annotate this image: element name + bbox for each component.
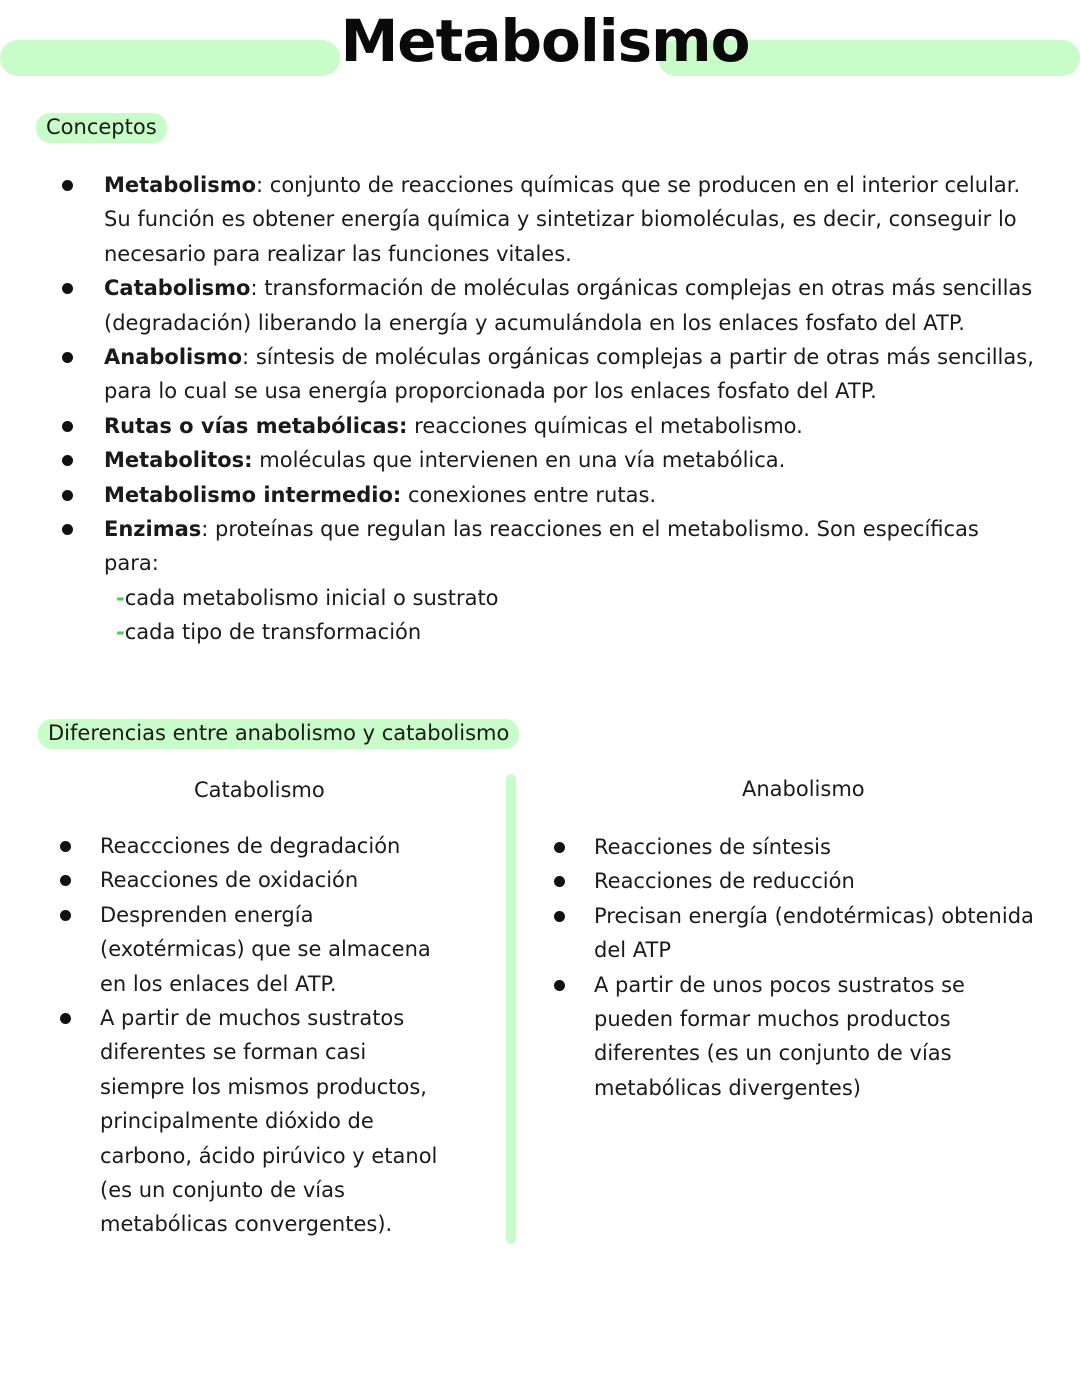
sublist-item xyxy=(116,615,1036,649)
dash-marker: - xyxy=(116,585,125,610)
concepts-heading: Conceptos xyxy=(36,113,167,143)
list-item xyxy=(56,443,1036,477)
concept-definition: conexiones entre rutas. xyxy=(407,482,657,507)
list-item xyxy=(56,409,1036,443)
concept-term: Metabolismo intermedio: xyxy=(104,482,402,507)
page-title-wrapper xyxy=(0,7,1080,75)
sublist-item-text: cada metabolismo inicial o sustrato xyxy=(124,585,499,610)
list-item xyxy=(56,271,1036,340)
dash-marker: - xyxy=(116,620,125,645)
list-item xyxy=(56,168,1036,271)
anabolism-list xyxy=(550,830,1050,1105)
page-title: Metabolismo xyxy=(340,7,750,75)
enzyme-sublist xyxy=(104,581,1036,650)
concept-definition: conjunto de reacciones químicas que se producen en el interior celular. Su función es obtener energía química y sintetizar biomoléculas, es decir, conseguir lo necesario para realizar las funciones vitales. xyxy=(104,173,1021,266)
list-item: Reaccciones de degradación xyxy=(56,829,456,863)
concept-separator: : xyxy=(201,517,216,542)
concept-separator xyxy=(401,483,408,507)
concept-definition: reacciones químicas el metabolismo. xyxy=(414,413,803,438)
concept-term: Rutas o vías metabólicas: xyxy=(104,413,408,438)
list-item xyxy=(56,340,1036,409)
concept-definition: moléculas que intervienen en una vía metabólica. xyxy=(259,448,786,473)
list-item: Reacciones de síntesis xyxy=(550,830,1050,864)
list-item: Desprenden energía (exotérmicas) que se almacena en los enlaces del ATP. xyxy=(56,898,456,1001)
list-item: Reacciones de reducción xyxy=(550,864,1050,898)
list-item xyxy=(56,512,1036,650)
concept-definition: síntesis de moléculas orgánicas complejas a partir de otras más sencillas, para lo cual se usa energía proporcionada por los enlaces fosfato del ATP. xyxy=(104,345,1034,404)
anabolism-title: Anabolismo xyxy=(742,777,865,801)
list-item: Precisan energía (endotérmicas) obtenida del ATP xyxy=(550,899,1050,968)
concept-separator: : xyxy=(250,276,265,301)
anabolism-title-wrapper xyxy=(742,777,865,802)
concept-term: Catabolismo xyxy=(104,276,251,301)
concept-term: Anabolismo xyxy=(104,345,243,370)
concept-term: Metabolitos: xyxy=(104,448,253,473)
concepts-list xyxy=(56,168,1036,650)
catabolism-list xyxy=(56,829,456,1242)
sublist-item xyxy=(116,581,1036,615)
concept-definition: proteínas que regulan las reacciones en el metabolismo. Son específicas para: xyxy=(104,517,979,576)
catabolism-title-wrapper xyxy=(194,778,325,803)
concept-definition: transformación de moléculas orgánicas complejas en otras más sencillas (degradación) liberando la energía y acumulándola en los enlaces fosfato del ATP. xyxy=(104,276,1033,335)
sublist-item-text: cada tipo de transformación xyxy=(124,620,422,645)
list-item: A partir de unos pocos sustratos se pueden formar muchos productos diferentes (es un conjunto de vías metabólicas divergentes) xyxy=(550,968,1050,1106)
list-item xyxy=(56,478,1036,512)
list-item: Reacciones de oxidación xyxy=(56,863,456,897)
concept-separator: : xyxy=(242,345,256,370)
concept-separator: : xyxy=(256,173,270,197)
catabolism-title: Catabolismo xyxy=(194,778,325,802)
differences-heading: Diferencias entre anabolismo y catabolismo xyxy=(38,719,519,749)
list-item: A partir de muchos sustratos diferentes se forman casi siempre los mismos productos, principalmente dióxido de carbono, ácido pirúvico y etanol (es un conjunto de vías metabólicas convergentes). xyxy=(56,1001,456,1242)
column-divider xyxy=(506,774,516,1244)
concept-term: Metabolismo xyxy=(104,173,257,197)
concept-term: Enzimas xyxy=(104,517,202,542)
